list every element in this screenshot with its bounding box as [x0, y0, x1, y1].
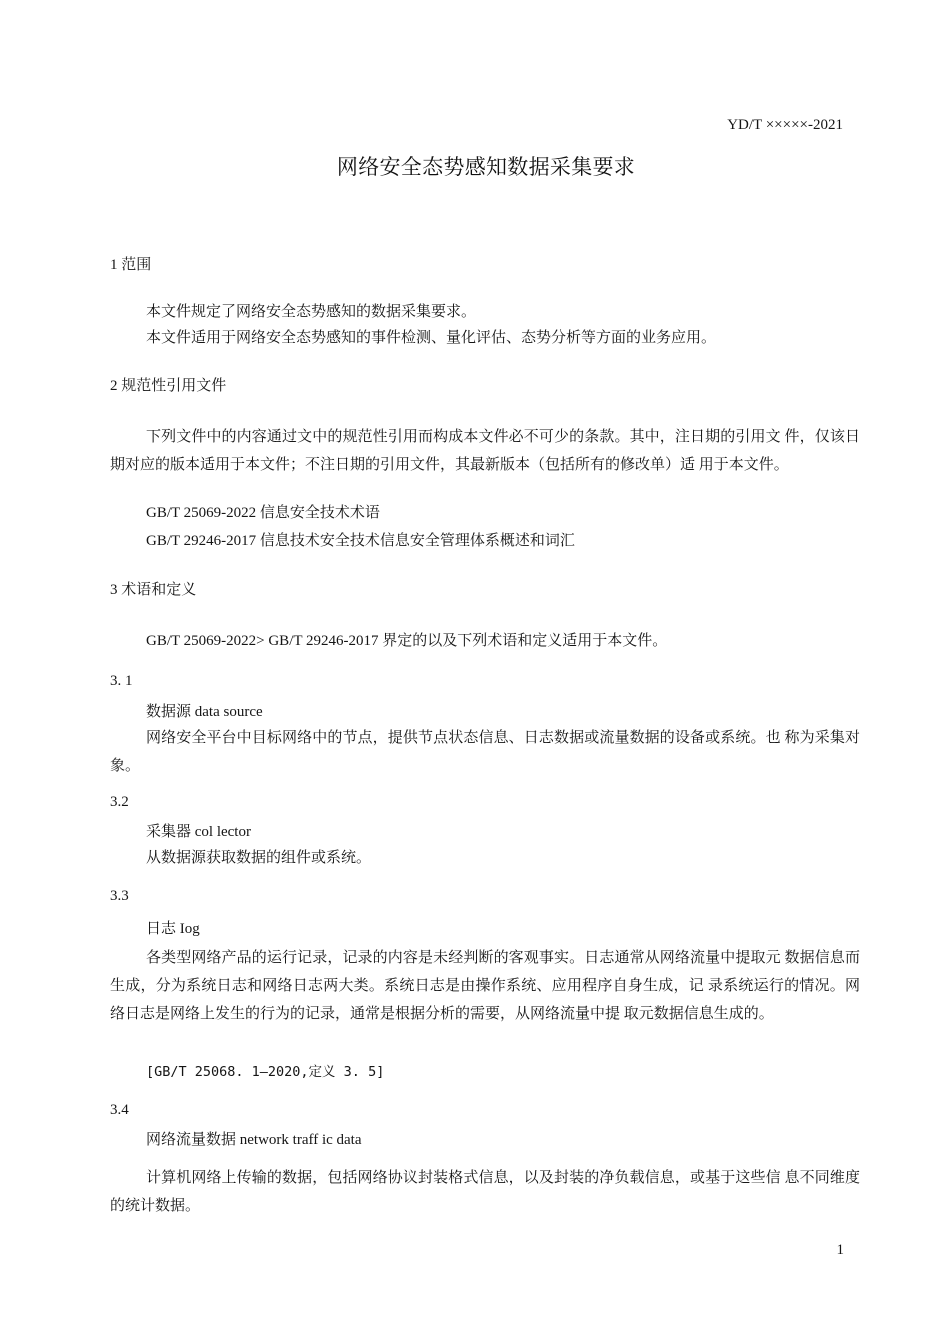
- term-source-reference: [GB/T 25068. 1—2020,定义 3. 5]: [146, 1064, 385, 1080]
- term-definition: 网络安全平台中目标网络中的节点，提供节点状态信息、日志数据或流量数据的设备或系统。也 称为采集对象。: [110, 730, 860, 774]
- reference-item: GB/T 25069-2022 信息安全技术术语: [146, 505, 380, 521]
- terms-intro-paragraph: GB/T 25069-2022> GB/T 29246-2017 界定的以及下列术语和定义适用于本文件。: [146, 633, 668, 649]
- scope-paragraph-2: 本文件适用于网络安全态势感知的事件检测、量化评估、态势分析等方面的业务应用。: [146, 330, 717, 346]
- term-definition: 各类型网络产品的运行记录，记录的内容是未经判断的客观事实。日志通常从网络流量中提取元 数据信息而生成，分为系统日志和网络日志两大类。系统日志是由操作系统、应用程序自身生成，记 录系统运行的情况。网络日志是网络上发生的行为的记录，通常是根据分析的需要，从网络流量中提 取元数据信息生成的。: [110, 950, 860, 1022]
- section-heading-normative-references: 2 规范性引用文件: [110, 378, 227, 394]
- term-number: 3.4: [110, 1102, 129, 1118]
- scope-paragraph-1: 本文件规定了网络安全态势感知的数据采集要求。: [146, 304, 477, 320]
- reference-item: GB/T 29246-2017 信息技术安全技术信息安全管理体系概述和词汇: [146, 533, 575, 549]
- term-name: 数据源 data source: [146, 704, 263, 720]
- document-number: YD/T ×××××-2021: [727, 117, 843, 133]
- page-number: 1: [836, 1242, 844, 1258]
- term-number: 3. 1: [110, 673, 133, 689]
- term-name: 日志 Iog: [146, 921, 200, 937]
- term-number: 3.3: [110, 888, 129, 904]
- term-name: 采集器 col lector: [146, 824, 251, 840]
- section-heading-terms-and-definitions: 3 术语和定义: [110, 582, 197, 598]
- normative-references-paragraph: 下列文件中的内容通过文中的规范性引用而构成本文件必不可少的条款。其中，注日期的引用文 件，仅该日期对应的版本适用于本文件；不注日期的引用文件，其最新版本（包括所有的修改单）适 用于本文件。: [110, 429, 860, 473]
- document-title: 网络安全态势感知数据采集要求: [336, 155, 636, 179]
- term-number: 3.2: [110, 794, 129, 810]
- term-definition: 计算机网络上传输的数据，包括网络协议封装格式信息，以及封装的净负载信息，或基于这些信 息不同维度的统计数据。: [110, 1170, 860, 1214]
- section-heading-scope: 1 范围: [110, 257, 152, 273]
- term-definition: 从数据源获取数据的组件或系统。: [146, 850, 372, 866]
- term-name: 网络流量数据 network traff ic data: [146, 1132, 362, 1148]
